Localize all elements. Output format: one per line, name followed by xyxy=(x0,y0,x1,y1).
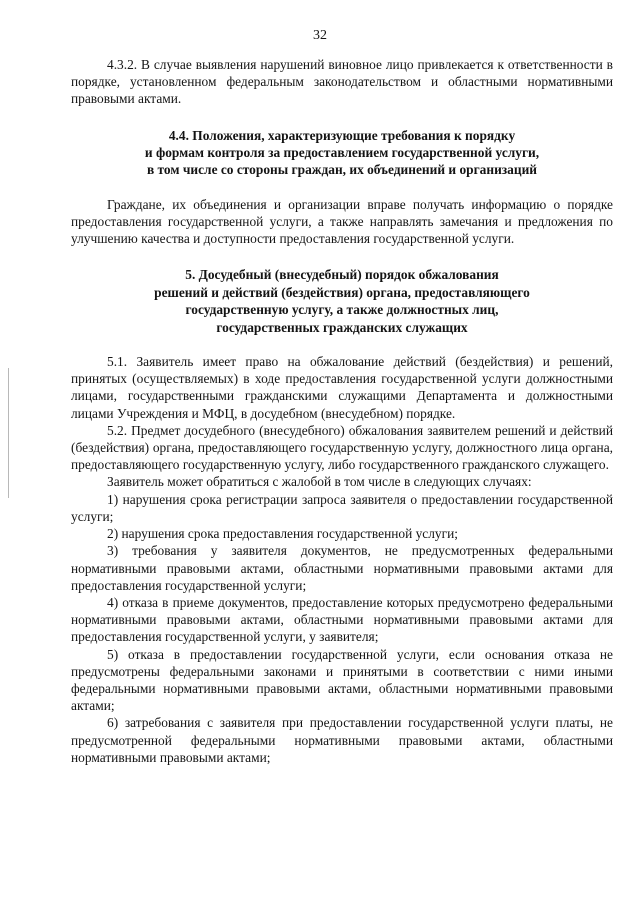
heading-line: 4.4. Положения, характеризующие требования к порядку xyxy=(168,127,516,143)
section-heading-4-4 xyxy=(71,127,613,179)
heading-line: 5. Досудебный (внесудебный) порядок обжалования xyxy=(185,267,499,283)
paragraph-4-4-text: Граждане, их объединения и организации вправе получать информацию о порядке предоставления государственной услуги, а также направлять замечания и предложения по улучшению качества и доступности предоставления государственной услуги. xyxy=(71,196,613,247)
paragraph-complaint-intro: Заявитель может обратиться с жалобой в том числе в следующих случаях: xyxy=(107,474,532,490)
paragraph-5-1: 5.1. Заявитель имеет право на обжалование действий (бездействия) и решений, принятых (осуществляемых) в ходе предоставления государственной услуги должностными лицами, государственными гражданскими служащими Департамента и должностными лицами Учреждения и МФЦ, в досудебном (внесудебном) порядке. xyxy=(71,354,613,421)
paragraph-4-3-2: 4.3.2. В случае выявления нарушений виновное лицо привлекается к ответственности в порядке, установленном федеральным законодательством и областными нормативными правовыми актами. xyxy=(71,57,613,107)
list-item-4: 4) отказа в приеме документов, предоставление которых предусмотрено федеральными нормативными правовыми актами, областными нормативными правовыми актами для предоставления государственной услуги, у заявителя; xyxy=(71,594,613,645)
list-item-1: 1) нарушения срока регистрации запроса заявителя о предоставлении государственной услуги; xyxy=(71,491,613,524)
scan-margin-line xyxy=(8,368,9,498)
heading-line: государственную услугу, а также должностных лиц, xyxy=(185,302,499,318)
document-body xyxy=(71,56,613,766)
list-item-3: 3) требования у заявителя документов, не предусмотренных федеральными нормативными правовыми актами, областными нормативными правовыми актами для предоставления государственной услуги; xyxy=(71,543,613,593)
list-item-2: 2) нарушения срока предоставления государственной услуги; xyxy=(107,526,459,542)
page-number: 32 xyxy=(313,28,327,43)
heading-line: в том числе со стороны граждан, их объединений и организаций xyxy=(146,162,538,178)
list-item-5: 5) отказа в предоставлении государственной услуги, если основания отказа не предусмотрены федеральными законами и принятыми в соответствии с ними иными федеральными нормативными правовыми актами, областными нормативными правовыми актами; xyxy=(71,646,613,714)
heading-line: и формам контроля за предоставлением государственной услуги, xyxy=(144,145,540,161)
list-item-6: 6) затребования с заявителя при предоставлении государственной услуги платы, не предусмотренной федеральными нормативными правовыми актами, областными нормативными правовыми актами; xyxy=(71,715,613,765)
section-heading-5 xyxy=(71,266,613,336)
paragraph-5-2: 5.2. Предмет досудебного (внесудебного) обжалования заявителем решений и действий (бездействия) органа, предоставляющего государственную услугу, должностного лица органа, предоставляющего государственную услугу, либо государственного гражданского служащего. xyxy=(71,422,613,473)
heading-line: решений и действий (бездействия) органа, предоставляющего xyxy=(154,284,530,300)
heading-line: государственных гражданских служащих xyxy=(216,319,468,335)
